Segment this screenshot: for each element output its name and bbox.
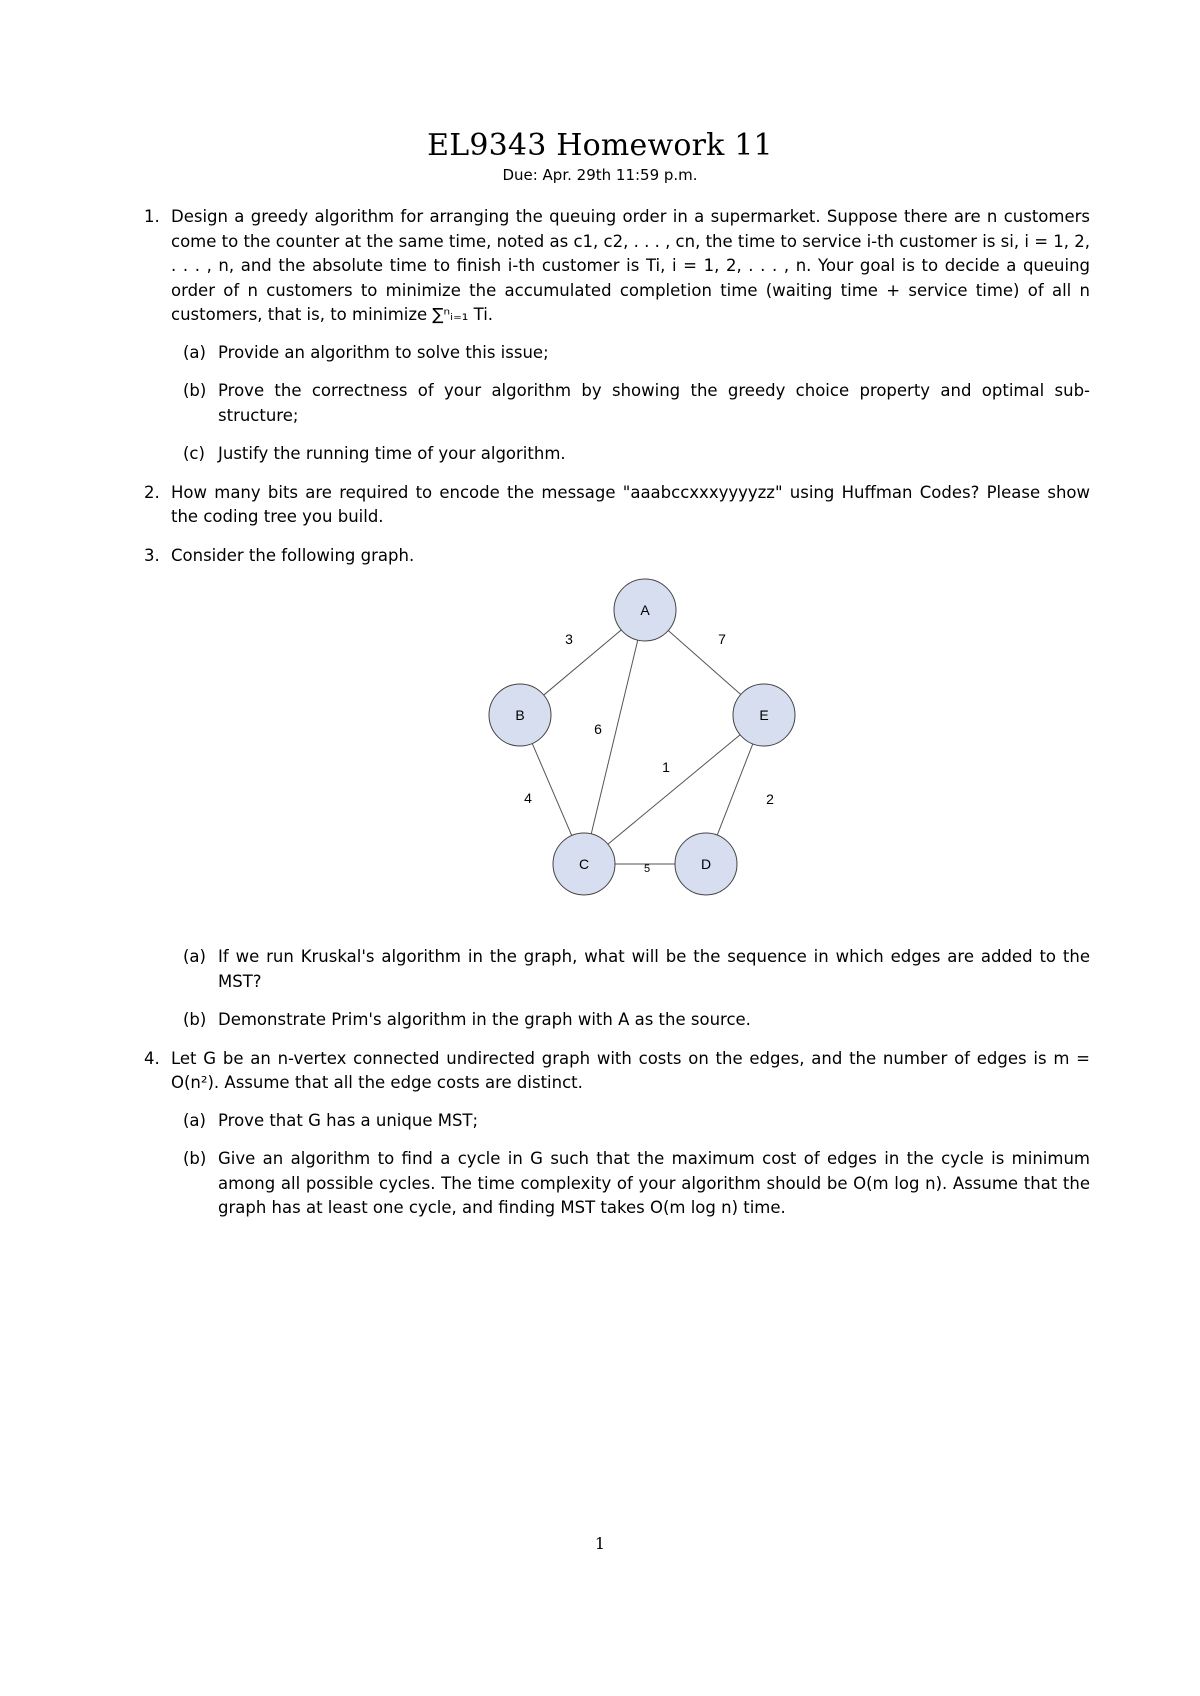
- question-text: Consider the following graph.: [171, 545, 415, 565]
- part-text: Prove the correctness of your algorithm by showing the greedy choice property and optimal sub-structure;: [218, 381, 1090, 425]
- question-number: 1.: [144, 207, 160, 226]
- part-text: Justify the running time of your algorithm.: [218, 444, 566, 463]
- part-text: Demonstrate Prim's algorithm in the graph with A as the source.: [218, 1010, 751, 1029]
- node-label-E: E: [759, 707, 769, 723]
- page-number: 1: [594, 1534, 606, 1553]
- edge-weight-A-E: 7: [718, 631, 726, 647]
- part-label: (b): [183, 1010, 207, 1029]
- question-part: [171, 341, 1090, 366]
- edge-weight-E-D: 2: [766, 791, 774, 807]
- node-label-D: D: [700, 856, 712, 872]
- part-label: (a): [183, 1110, 206, 1130]
- question-text: How many bits are required to encode the message "aaabccxxxyyyyzz" using Huffman Codes? Please show the coding tree you build.: [171, 482, 1090, 526]
- question-part: [171, 1008, 1090, 1033]
- edge-A-E: [668, 631, 741, 695]
- question-number: 4.: [144, 1048, 160, 1068]
- question-list: [144, 205, 1090, 1235]
- edge-E-D: [717, 744, 753, 835]
- edge-weight-B-C: 4: [524, 790, 532, 806]
- due-date: Due: Apr. 29th 11:59 p.m.: [502, 166, 698, 184]
- page-title: EL9343 Homework 11: [427, 128, 773, 163]
- question-text: Let G be an n-vertex connected undirected graph with costs on the edges, and the number of edges is m = O(n²). Assume that all the edge costs are distinct.: [171, 1048, 1090, 1092]
- question-part: [171, 1147, 1090, 1221]
- part-label: (c): [183, 444, 205, 463]
- part-text: Give an algorithm to find a cycle in G such that the maximum cost of edges in the cycle is minimum among all possible cycles. The time complexity of your algorithm should be O(m log n). Assume that the graph has at least one cycle, and finding MST takes O(m log n) time.: [218, 1149, 1090, 1217]
- part-label: (b): [183, 1149, 207, 1168]
- part-label: (b): [183, 381, 207, 400]
- question-3: [144, 544, 1090, 1033]
- node-label-B: B: [515, 707, 525, 723]
- part-label: (a): [183, 342, 206, 362]
- edge-A-C: [591, 640, 638, 834]
- node-label-A: A: [640, 602, 650, 618]
- graph-diagram: [171, 572, 1117, 932]
- edge-weight-E-C: 1: [662, 759, 670, 775]
- edge-weight-A-B: 3: [565, 631, 573, 647]
- question-parts: [171, 1109, 1090, 1221]
- graph-figure: [171, 572, 1117, 932]
- question-1: [144, 205, 1090, 467]
- question-text: Design a greedy algorithm for arranging the queuing order in a supermarket. Suppose there are n customers come to the counter at the same time, noted as c1, c2, . . . , cn, the time to service i-th customer is si, i = 1, 2, . . . , n, and the absolute time to finish i-th customer is Ti, i = 1, 2, . . . , n. Your goal is to decide a queuing order of n customers to minimize the accumulated completion time (waiting time + service time) of all n customers, that is, to minimize ∑ⁿᵢ₌₁ Ti.: [171, 207, 1090, 324]
- part-text: Prove that G has a unique MST;: [218, 1110, 479, 1130]
- edge-weight-C-D: 5: [643, 863, 651, 875]
- part-text: If we run Kruskal's algorithm in the graph, what will be the sequence in which edges are added to the MST?: [218, 947, 1090, 991]
- part-text: Provide an algorithm to solve this issue;: [218, 342, 549, 362]
- edge-B-C: [532, 743, 572, 835]
- question-parts: [171, 341, 1090, 467]
- question-number: 3.: [144, 545, 160, 565]
- question-part: [171, 945, 1090, 994]
- question-part: [171, 379, 1090, 428]
- question-number: 2.: [144, 482, 160, 502]
- question-2: [144, 481, 1090, 530]
- edge-weight-A-C: 6: [594, 721, 602, 737]
- part-label: (a): [183, 947, 206, 966]
- question-4: [144, 1047, 1090, 1221]
- node-label-C: C: [578, 856, 590, 872]
- question-part: [171, 1109, 1090, 1134]
- question-parts: [171, 945, 1090, 1033]
- edge-A-B: [544, 630, 622, 695]
- question-part: [171, 442, 1090, 467]
